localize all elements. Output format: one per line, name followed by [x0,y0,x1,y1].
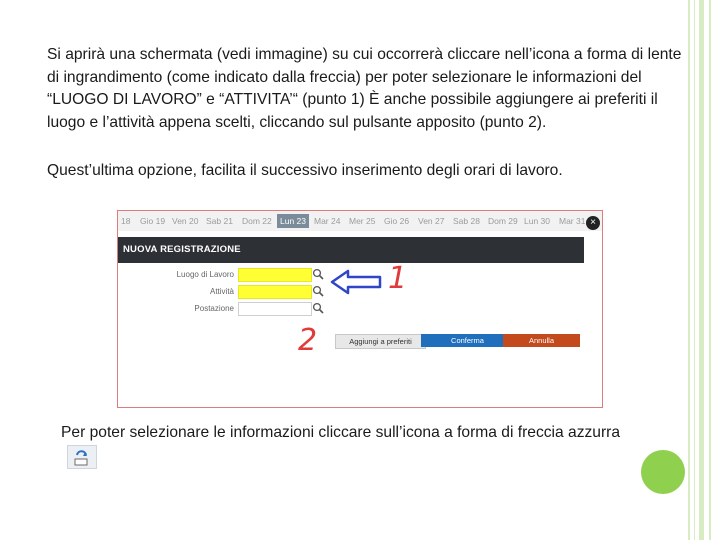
date-item-active[interactable]: Lun 23 [277,214,309,228]
instruction-text-3: Per poter selezionare le informazioni cliccare sull’icona a forma di freccia azzurra [61,424,621,441]
date-item[interactable]: Gio 26 [384,216,410,226]
instruction-paragraph-2: Quest’ultima opzione, facilita il successivo inserimento degli orari di lavoro. [47,162,563,179]
date-item[interactable]: Ven 27 [418,216,445,226]
confirm-button[interactable]: Conferma [421,334,514,347]
attivita-label: Attività [209,287,234,296]
date-item[interactable]: Lun 30 [524,216,550,226]
search-icon[interactable] [312,268,324,280]
date-item[interactable]: Ven 20 [172,216,199,226]
decorative-green-circle [641,450,685,494]
cancel-button[interactable]: Annulla [503,334,580,347]
decorative-stripes [684,0,720,540]
date-item[interactable]: Dom 22 [242,216,272,226]
date-item[interactable]: Sab 21 [206,216,233,226]
dialog-header [118,237,584,263]
annotation-arrow-icon [328,267,384,297]
instruction-paragraph-1: Si aprirà una schermata (vedi immagine) su cui occorrerà cliccare nell’icona a forma di lente di ingrandimento (come indicato dalla freccia) per poter selezionare le informazioni del “LUOGO DI LAVORO” e “ATTIVITA’“ (punto 1) È anche possibile aggiungere ai preferiti il luogo e l’attività appena scelti, cliccando sul pulsante apposito (punto 2). [47,46,682,131]
date-item[interactable]: Mar 31 [559,216,586,226]
date-item[interactable]: 18 [121,216,131,226]
date-item[interactable]: Mer 25 [349,216,376,226]
search-icon[interactable] [312,302,324,314]
date-item[interactable]: Sab 28 [453,216,480,226]
attivita-field[interactable] [238,285,312,299]
luogo-label: Luogo di Lavoro [176,270,234,279]
instruction-paragraph-3 [61,422,621,469]
close-icon[interactable]: × [586,216,600,230]
annotation-number-1: 1 [388,261,408,296]
date-item[interactable]: Gio 19 [140,216,166,226]
embedded-screenshot [117,210,603,408]
date-bar [118,211,602,231]
date-item[interactable]: Mar 24 [314,216,341,226]
luogo-field[interactable] [238,268,312,282]
add-to-favorites-button[interactable]: Aggiungi a preferiti [335,334,426,349]
dialog-title: NUOVA REGISTRAZIONE [123,244,241,255]
postazione-label: Postazione [194,304,234,313]
search-icon[interactable] [312,285,324,297]
date-item[interactable]: Dom 29 [488,216,518,226]
blue-arrow-icon [67,445,97,469]
postazione-field[interactable] [238,302,312,316]
annotation-number-2: 2 [298,323,318,358]
